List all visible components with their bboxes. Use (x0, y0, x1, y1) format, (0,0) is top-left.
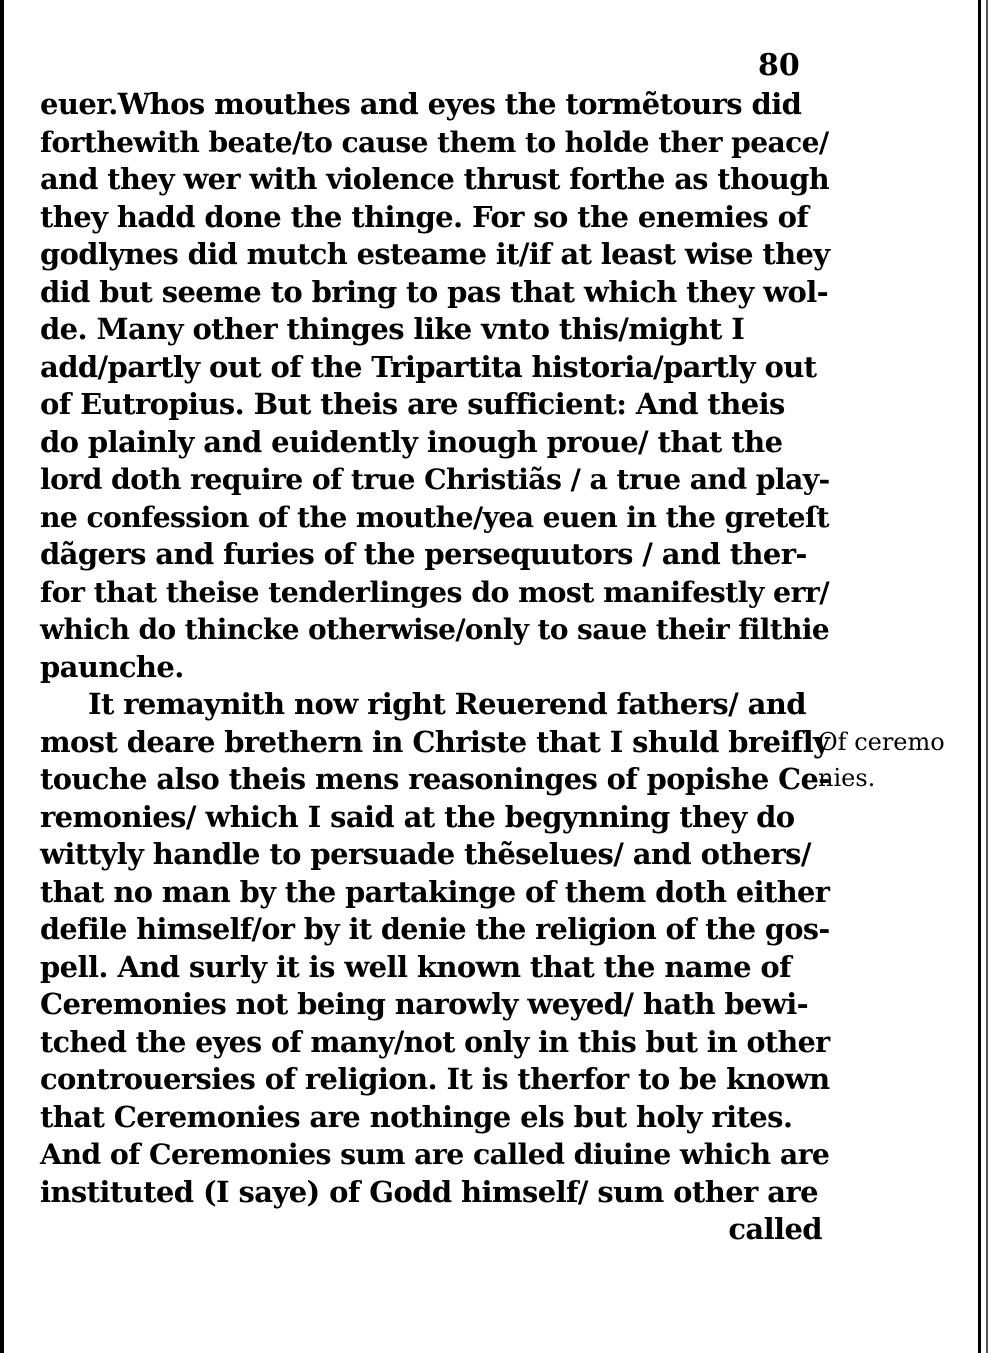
text-line: ne confession of the mouthe/yea euen in the greteſt (40, 500, 829, 534)
margin-note (818, 724, 978, 796)
margin-note-line: nies. (818, 764, 876, 792)
text-line: of Eutropius. But theis are sufficient: And theis (40, 387, 785, 421)
text-line: controuersies of religion. It is therfor to be known (40, 1062, 830, 1096)
page-edge-right-inner (986, 0, 988, 1353)
text-line: remonies/ which I said at the begynning they do (40, 799, 795, 834)
text-line: defile himself/or by it denie the religion of the gos- (40, 912, 830, 946)
text-line: euer.Whos mouthes and eyes the tormẽtours did (40, 87, 802, 121)
text-line: dãgers and furies of the persequutors / and ther- (40, 537, 807, 571)
text-line: do plainly and euidently inough proue/ that the (40, 424, 783, 459)
text-line: Ceremonies not being narowly weyed/ hath bewi- (40, 987, 809, 1021)
text-line: lord doth require of true Christiãs / a true and play- (40, 462, 830, 496)
text-line: most deare brethern in Christe that I shuld breifly (40, 724, 830, 759)
text-line: de. Many other thinges like vnto this/might I (40, 312, 745, 346)
text-line: which do thincke otherwise/only to saue their filthie (40, 613, 830, 646)
page-edge-right (978, 0, 981, 1353)
text-line: and they wer with violence thrust forthe as though (40, 162, 830, 196)
text-line: that no man by the partakinge of them doth either (40, 874, 830, 909)
margin-note-line: Of ceremo (818, 728, 945, 756)
text-line: godlynes did mutch esteame it/if at least wise they (40, 237, 830, 271)
page-number: 80 (758, 48, 800, 83)
body-text (40, 86, 830, 1249)
catchword: called (728, 1212, 822, 1246)
text-line: touche also theis mens reasoninges of popishe Ce- (40, 762, 830, 796)
text-line: add/partly out of the Tripartita historia/partly out (40, 349, 817, 384)
text-line: tched the eyes of many/not only in this but in other (40, 1024, 830, 1059)
text-line: wittyly handle to persuade thẽselues/ and others/ (40, 837, 811, 871)
text-line: forthewith beate/to cause them to holde ther peace/ (40, 125, 829, 159)
text-line: paunche. (40, 649, 184, 684)
text-line: that Ceremonies are nothinge els but holy rites. (40, 1099, 793, 1134)
paragraph-first-line: It remaynith now right Reuerend fathers/ and (88, 687, 806, 721)
page-edge-left (0, 0, 4, 1353)
text-line: And of Ceremonies sum are called diuine which are (40, 1137, 830, 1171)
text-line: for that theise tenderlinges do most manifestly err/ (40, 574, 829, 609)
text-line: instituted (I saye) of Godd himself/ sum other are (40, 1174, 818, 1209)
text-line: pell. And surly it is well known that the name of (40, 949, 792, 984)
text-line: they hadd done the thinge. For so the enemies of (40, 199, 809, 234)
text-line: did but seeme to bring to pas that which they wol- (40, 274, 829, 309)
